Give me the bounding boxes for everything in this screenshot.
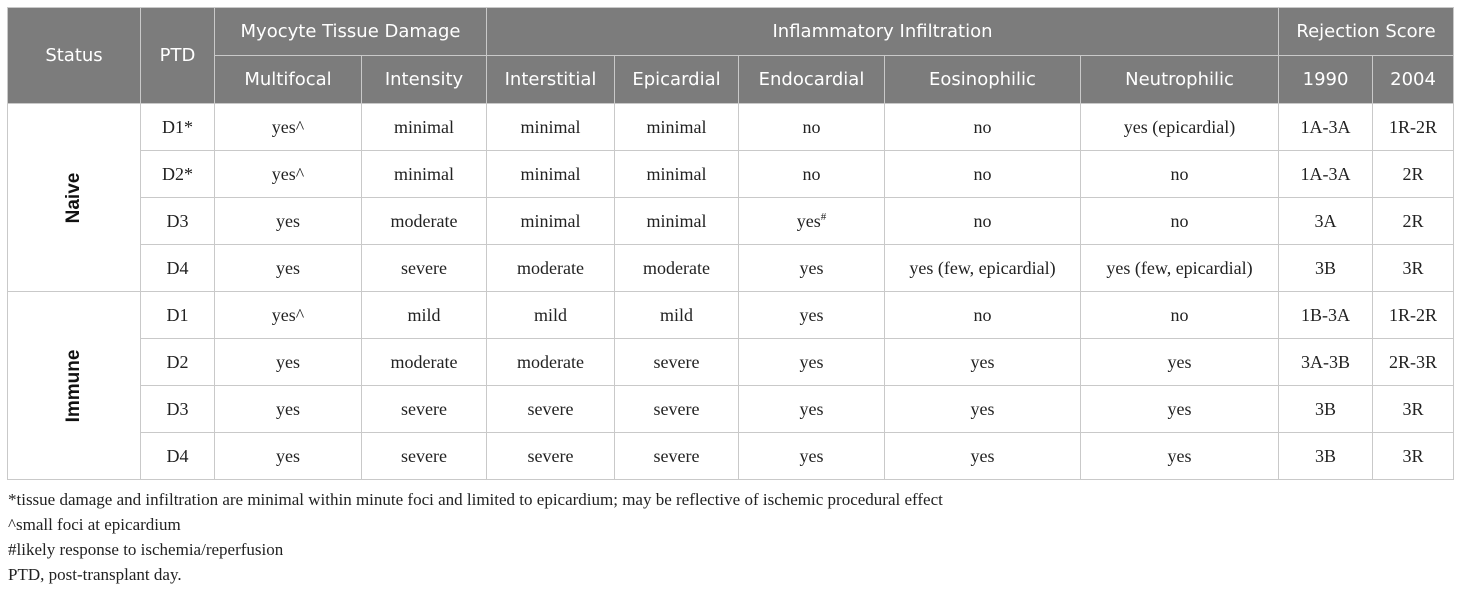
group-immune-cell — [8, 292, 141, 480]
cell-endocardial: yes — [739, 245, 885, 292]
cell-endocardial: yes — [739, 386, 885, 433]
cell-ptd: D4 — [141, 433, 215, 480]
cell-interstitial: moderate — [487, 245, 615, 292]
table-row — [8, 386, 1454, 433]
cell-ptd: D4 — [141, 245, 215, 292]
cell-2004: 3R — [1373, 386, 1454, 433]
cell-eosinophilic: no — [885, 292, 1081, 339]
cell-neutrophilic: yes — [1081, 339, 1279, 386]
footnote-asterisk: *tissue damage and infiltration are minimal within minute foci and limited to epicardium; may be reflective of ischemic procedural effect — [8, 490, 943, 509]
cell-2004: 3R — [1373, 245, 1454, 292]
cell-neutrophilic: no — [1081, 292, 1279, 339]
cell-epicardial: mild — [615, 292, 739, 339]
group-immune-label: Immune — [63, 349, 84, 422]
cell-ptd: D1* — [141, 104, 215, 151]
pathology-table — [7, 7, 1454, 480]
cell-eosinophilic: yes (few, epicardial) — [885, 245, 1081, 292]
cell-endocardial — [739, 198, 885, 245]
cell-1990: 3A — [1279, 198, 1373, 245]
cell-neutrophilic: yes — [1081, 433, 1279, 480]
table-footnotes — [8, 487, 943, 587]
cell-2004: 2R — [1373, 151, 1454, 198]
table-row — [8, 245, 1454, 292]
cell-1990: 3B — [1279, 245, 1373, 292]
cell-ptd: D3 — [141, 386, 215, 433]
col-epicardial-header: Epicardial — [615, 56, 739, 104]
cell-epicardial: moderate — [615, 245, 739, 292]
col-multifocal-header: Multifocal — [215, 56, 362, 104]
col-status-header: Status — [8, 8, 141, 104]
cell-multifocal: yes — [215, 433, 362, 480]
cell-intensity: severe — [362, 386, 487, 433]
col-eosinophilic-header: Eosinophilic — [885, 56, 1081, 104]
cell-endocardial: yes — [739, 339, 885, 386]
cell-intensity: moderate — [362, 339, 487, 386]
col-interstitial-header: Interstitial — [487, 56, 615, 104]
cell-interstitial: mild — [487, 292, 615, 339]
col-intensity-header: Intensity — [362, 56, 487, 104]
cell-endocardial: yes — [739, 292, 885, 339]
cell-intensity: minimal — [362, 151, 487, 198]
cell-neutrophilic: no — [1081, 198, 1279, 245]
col-2004-header: 2004 — [1373, 56, 1454, 104]
cell-ptd: D3 — [141, 198, 215, 245]
cell-eosinophilic: no — [885, 104, 1081, 151]
cell-1990: 3B — [1279, 386, 1373, 433]
footnote-caret: ^small foci at epicardium — [8, 515, 181, 534]
cell-neutrophilic: yes (few, epicardial) — [1081, 245, 1279, 292]
cell-interstitial: severe — [487, 386, 615, 433]
cell-interstitial: minimal — [487, 198, 615, 245]
cell-2004: 1R-2R — [1373, 292, 1454, 339]
cell-multifocal: yes — [215, 198, 362, 245]
cell-epicardial: severe — [615, 339, 739, 386]
cell-ptd: D1 — [141, 292, 215, 339]
header-row-2 — [8, 56, 1454, 104]
cell-intensity: severe — [362, 433, 487, 480]
inflammatory-group-header: Inflammatory Infiltration — [487, 8, 1279, 56]
cell-epicardial: severe — [615, 386, 739, 433]
cell-endocardial-value: yes — [796, 210, 821, 231]
cell-neutrophilic: yes — [1081, 386, 1279, 433]
table-row — [8, 198, 1454, 245]
cell-multifocal: yes — [215, 339, 362, 386]
cell-epicardial: minimal — [615, 198, 739, 245]
table-row — [8, 339, 1454, 386]
myocyte-group-header: Myocyte Tissue Damage — [215, 8, 487, 56]
table-body — [8, 104, 1454, 480]
col-neutrophilic-header: Neutrophilic — [1081, 56, 1279, 104]
cell-multifocal: yes — [215, 386, 362, 433]
cell-1990: 1A-3A — [1279, 151, 1373, 198]
cell-ptd: D2 — [141, 339, 215, 386]
cell-eosinophilic: yes — [885, 386, 1081, 433]
footnote-abbreviation: PTD, post-transplant day. — [8, 565, 182, 584]
rejection-group-header: Rejection Score — [1279, 8, 1454, 56]
cell-endocardial: no — [739, 151, 885, 198]
footnote-hash: #likely response to ischemia/reperfusion — [8, 540, 284, 559]
cell-2004: 2R-3R — [1373, 339, 1454, 386]
col-1990-header: 1990 — [1279, 56, 1373, 104]
cell-eosinophilic: no — [885, 151, 1081, 198]
cell-intensity: severe — [362, 245, 487, 292]
cell-intensity: minimal — [362, 104, 487, 151]
table-row — [8, 104, 1454, 151]
cell-endocardial: no — [739, 104, 885, 151]
cell-interstitial: severe — [487, 433, 615, 480]
cell-endocardial: yes — [739, 433, 885, 480]
cell-eosinophilic: yes — [885, 433, 1081, 480]
cell-epicardial: minimal — [615, 151, 739, 198]
table-container — [7, 7, 1454, 480]
cell-neutrophilic: yes (epicardial) — [1081, 104, 1279, 151]
cell-epicardial: minimal — [615, 104, 739, 151]
col-ptd-header: PTD — [141, 8, 215, 104]
group-naive-label: Naive — [63, 172, 84, 223]
cell-multifocal: yes — [215, 245, 362, 292]
cell-intensity: moderate — [362, 198, 487, 245]
cell-2004: 1R-2R — [1373, 104, 1454, 151]
col-endocardial-header: Endocardial — [739, 56, 885, 104]
cell-eosinophilic: yes — [885, 339, 1081, 386]
cell-2004: 3R — [1373, 433, 1454, 480]
cell-intensity: mild — [362, 292, 487, 339]
cell-ptd: D2* — [141, 151, 215, 198]
table-row — [8, 292, 1454, 339]
table-header — [8, 8, 1454, 104]
table-row — [8, 151, 1454, 198]
cell-eosinophilic: no — [885, 198, 1081, 245]
group-naive-cell — [8, 104, 141, 292]
cell-1990: 3A-3B — [1279, 339, 1373, 386]
cell-multifocal: yes^ — [215, 104, 362, 151]
cell-multifocal: yes^ — [215, 151, 362, 198]
cell-epicardial: severe — [615, 433, 739, 480]
cell-neutrophilic: no — [1081, 151, 1279, 198]
cell-interstitial: minimal — [487, 104, 615, 151]
footnote-hash-mark: # — [820, 210, 827, 223]
cell-interstitial: minimal — [487, 151, 615, 198]
cell-1990: 1B-3A — [1279, 292, 1373, 339]
cell-2004: 2R — [1373, 198, 1454, 245]
cell-multifocal: yes^ — [215, 292, 362, 339]
cell-1990: 3B — [1279, 433, 1373, 480]
cell-1990: 1A-3A — [1279, 104, 1373, 151]
cell-interstitial: moderate — [487, 339, 615, 386]
header-row-1 — [8, 8, 1454, 56]
table-row — [8, 433, 1454, 480]
